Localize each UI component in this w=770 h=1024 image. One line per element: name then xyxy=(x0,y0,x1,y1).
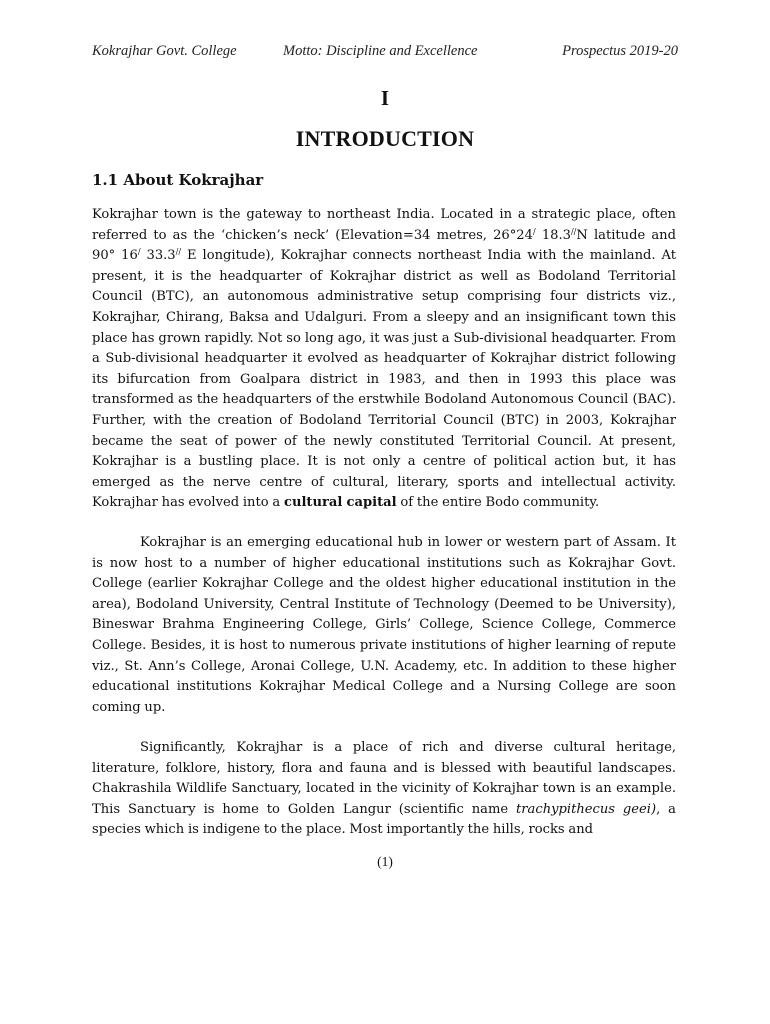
paragraph-text: , a species which is indigene to the place. Most importantly the hills, rocks and xyxy=(92,801,676,838)
paragraph-education-hub: Kokrajhar is an emerging educational hub in lower or western part of Assam. It is now host to a number of higher educational institutions such as Kokrajhar Govt. College (earlier Kokrajhar College and the oldest higher educational institution in the area), Bodoland University, Central Institute of Technology (Deemed to be University), Bineswar Brahma Engineering College, Girls’ College, Science College, Commerce College. Besides, it is host to numerous private institutions of higher learning of repute viz., St. Ann’s College, Aronai College, U.N. Academy, etc. In addition to these higher educational institutions Kokrajhar Medical College and a Nursing College are soon coming up. xyxy=(92,535,676,715)
page-number: (1) xyxy=(377,854,393,869)
paragraph-text: 18.3 xyxy=(535,227,571,243)
bold-phrase: cultural capital xyxy=(283,495,397,511)
chapter-number: I xyxy=(380,86,390,110)
header-prospectus-year: Prospectus 2019-20 xyxy=(562,43,678,59)
superscript-minutes: / xyxy=(532,226,536,236)
superscript-seconds: // xyxy=(175,247,182,257)
paragraph-text: 33.3 xyxy=(140,248,176,264)
paragraph-cultural-heritage xyxy=(92,738,676,841)
paragraph-text: N latitude and 90° 16 xyxy=(92,227,676,264)
paragraph-text: Kokrajhar town is the gateway to northeast India. Located in a strategic place, often referred to as the ‘chicken’s neck’ (Elevation=34 metres, 26°24 xyxy=(92,207,676,243)
section-heading: 1.1 About Kokrajhar xyxy=(92,171,264,189)
paragraph-text: of the entire Bodo community. xyxy=(396,495,600,511)
paragraph-about-town xyxy=(92,205,676,514)
superscript-minutes: / xyxy=(137,247,141,257)
superscript-seconds: // xyxy=(570,226,577,236)
running-header xyxy=(92,43,678,63)
italic-scientific-name: trachypithecus geei) xyxy=(516,801,657,817)
header-college-name: Kokrajhar Govt. College xyxy=(92,43,237,59)
header-motto: Motto: Discipline and Excellence xyxy=(283,43,478,59)
chapter-title: INTRODUCTION xyxy=(295,126,475,151)
paragraph-text: Significantly, Kokrajhar is a place of rich and diverse cultural heritage, literature, folklore, history, flora and fauna and is blessed with beautiful landscapes. Chakrashila Wildlife Sanctuary, located in the vicinity of Kokrajhar town is an example. This Sanctuary is home to Golden Langur (scientific name xyxy=(92,740,676,817)
paragraph-text: E longitude), Kokrajhar connects northeast India with the mainland. At present, it is the headquarter of Kokrajhar district as well as Bodoland Territorial Council (BTC), an autonomous administrative setup comprising four districts viz., Kokrajhar, Chirang, Baksa and Udalguri. From a sleepy and an insignificant town this place has grown rapidly. Not so long ago, it was just a Sub-divisional headquarter. From a Sub-divisional headquarter it evolved as headquarter of Kokrajhar district following its bifurcation from Goalpara district in 1983, and then in 1993 this place was transformed as the headquarters of the erstwhile Bodoland Autonomous Council (BAC). Further, with the creation of Bodoland Territorial Council (BTC) in 2003, Kokrajhar became the seat of power of the newly constituted Territorial Council. At present, Kokrajhar is a bustling place. It is not only a centre of political action but, it has emerged as the nerve centre of cultural, literary, sports and intellectual activity. Kokrajhar has evolved into a xyxy=(92,248,676,511)
